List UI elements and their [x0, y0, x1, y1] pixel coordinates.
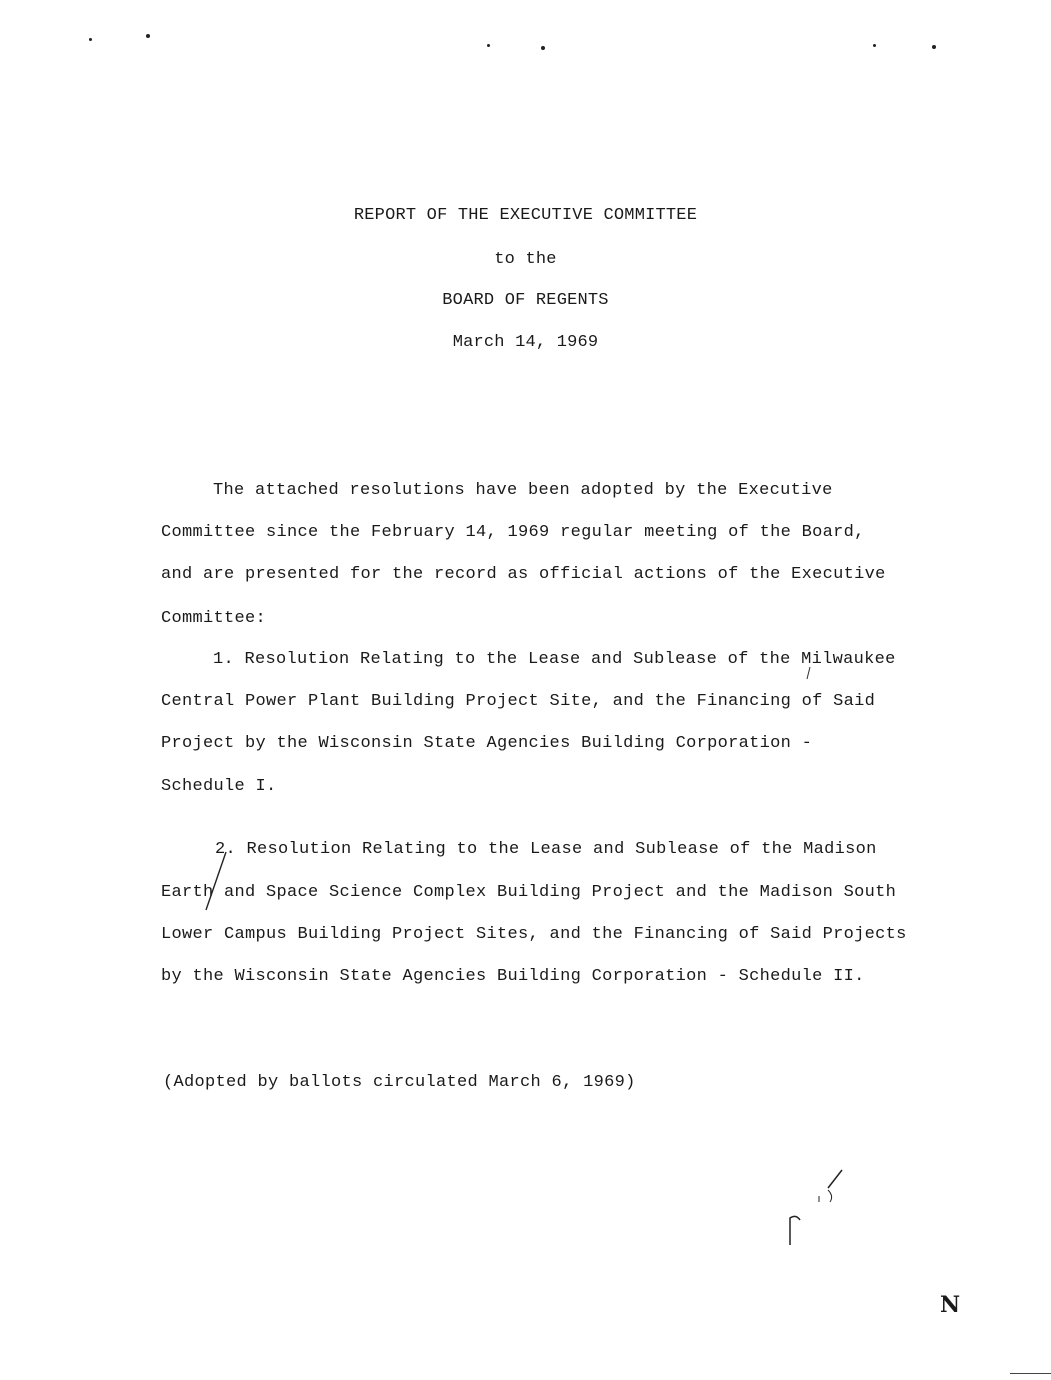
- resolution-item-1-line: Schedule I.: [161, 777, 277, 796]
- report-date: March 14, 1969: [452, 333, 599, 352]
- page-mark: N: [940, 1292, 961, 1318]
- handwritten-tick-mark: [804, 664, 814, 684]
- intro-line: and are presented for the record as official actions of the Executive: [161, 565, 886, 584]
- margin-dot: [146, 34, 150, 38]
- margin-dot: [873, 44, 876, 47]
- intro-line: Committee since the February 14, 1969 regular meeting of the Board,: [161, 523, 865, 542]
- resolution-item-2-line: Earth and Space Science Complex Building Project and the Madison South: [161, 883, 897, 902]
- report-subtitle-to: to the: [494, 250, 557, 269]
- resolution-item-1-line: Project by the Wisconsin State Agencies Building Corporation -: [161, 734, 813, 753]
- handwritten-slash-mark: [200, 848, 230, 918]
- resolution-item-2-line: 2. Resolution Relating to the Lease and Sublease of the Madison: [215, 840, 877, 859]
- resolution-item-2-line: Lower Campus Building Project Sites, and the Financing of Said Projects: [161, 925, 907, 944]
- report-recipient: BOARD OF REGENTS: [442, 291, 609, 310]
- intro-line: Committee:: [161, 609, 267, 628]
- resolution-item-1-line: Central Power Plant Building Project Site, and the Financing of Said: [161, 692, 876, 711]
- intro-line: The attached resolutions have been adopted by the Executive: [213, 481, 833, 500]
- report-title: REPORT OF THE EXECUTIVE COMMITTEE: [353, 206, 698, 225]
- margin-dot: [541, 46, 545, 50]
- resolution-item-1-line: 1. Resolution Relating to the Lease and Sublease of the Milwaukee: [213, 650, 896, 669]
- edge-rule: [1010, 1373, 1051, 1374]
- margin-dot: [487, 44, 490, 47]
- adoption-note: (Adopted by ballots circulated March 6, 1969): [163, 1073, 636, 1092]
- resolution-item-2-line: by the Wisconsin State Agencies Building Corporation - Schedule II.: [161, 967, 865, 986]
- margin-dot: [932, 45, 936, 49]
- handwritten-initials-mark: [780, 1160, 860, 1250]
- margin-dot: [89, 38, 92, 41]
